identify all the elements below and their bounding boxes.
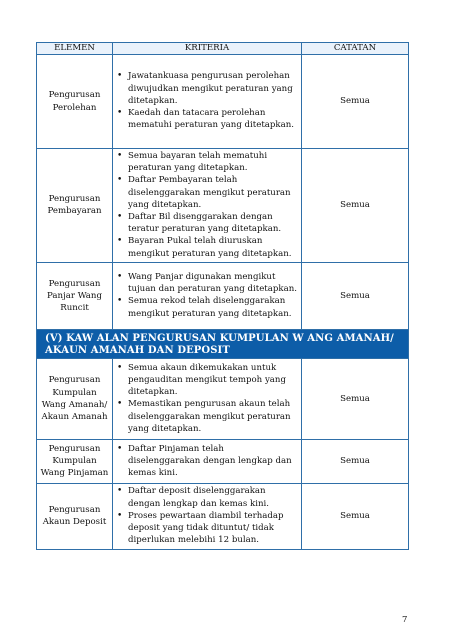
table-row — [37, 439, 409, 483]
note-cell: Semua — [302, 55, 409, 149]
table-row — [37, 483, 409, 549]
element-cell: Pengurusan Panjar Wang Runcit — [37, 262, 113, 329]
note-cell: Semua — [302, 262, 409, 329]
header-element: ELEMEN — [37, 43, 113, 55]
criteria-item: • Daftar deposit diselenggarakan dengan lengkap dan kemas kini. — [116, 485, 298, 509]
criteria-item: • Daftar Bil disenggarakan dengan teratur peraturan yang ditetapkan. — [116, 211, 298, 235]
element-cell: Pengurusan Kumpulan Wang Amanah/ Akaun Amanah — [37, 358, 113, 439]
criteria-cell — [113, 358, 302, 439]
note-cell: Semua — [302, 358, 409, 439]
element-cell: Pengurusan Perolehan — [37, 55, 113, 149]
table-row — [37, 149, 409, 263]
criteria-item: • Semua akaun dikemukakan untuk pengauditan mengikut tempoh yang ditetapkan. — [116, 362, 298, 399]
element-cell: Pengurusan Pembayaran — [37, 149, 113, 263]
page-number: 7 — [402, 615, 408, 625]
note-cell: Semua — [302, 483, 409, 549]
section-header-row — [37, 329, 409, 358]
header-criteria: KRITERIA — [113, 43, 302, 55]
criteria-item: • Jawatankuasa pengurusan perolehan diwujudkan mengikut peraturan yang ditetapkan. — [116, 70, 298, 107]
criteria-item: • Bayaran Pukal telah diuruskan mengikut peraturan yang ditetapkan. — [116, 235, 298, 259]
criteria-item: • Semua bayaran telah mematuhi peraturan yang ditetapkan. — [116, 150, 298, 174]
criteria-item: • Proses pewartaan diambil terhadap deposit yang tidak dituntut/ tidak diperlukan melebihi 12 bulan. — [116, 510, 298, 547]
criteria-cell — [113, 55, 302, 149]
criteria-table — [36, 42, 409, 550]
criteria-item: • Memastikan pengurusan akaun telah diselenggarakan mengikut peraturan yang ditetapkan. — [116, 398, 298, 435]
element-cell: Pengurusan Kumpulan Wang Pinjaman — [37, 439, 113, 483]
table-row — [37, 55, 409, 149]
note-cell: Semua — [302, 439, 409, 483]
element-cell: Pengurusan Akaun Deposit — [37, 483, 113, 549]
criteria-item: • Wang Panjar digunakan mengikut tujuan dan peraturan yang ditetapkan. — [116, 271, 298, 295]
criteria-item: • Daftar Pembayaran telah diselenggarakan mengikut peraturan yang ditetapkan. — [116, 174, 298, 211]
table-row — [37, 262, 409, 329]
criteria-item: • Kaedah dan tatacara perolehan mematuhi peraturan yang ditetapkan. — [116, 107, 298, 131]
criteria-cell — [113, 262, 302, 329]
criteria-item: • Semua rekod telah diselenggarakan mengikut peraturan yang ditetapkan. — [116, 295, 298, 319]
criteria-cell — [113, 483, 302, 549]
criteria-cell — [113, 439, 302, 483]
note-cell: Semua — [302, 149, 409, 263]
criteria-item: • Daftar Pinjaman telah diselenggarakan dengan lengkap dan kemas kini. — [116, 443, 298, 480]
header-note: CATATAN — [302, 43, 409, 55]
table-row — [37, 358, 409, 439]
table-header-row — [37, 43, 409, 55]
criteria-cell — [113, 149, 302, 263]
section-title: (V) KAW ALAN PENGURUSAN KUMPULAN W ANG AMANAH/ AKAUN AMANAH DAN DEPOSIT — [37, 329, 409, 358]
